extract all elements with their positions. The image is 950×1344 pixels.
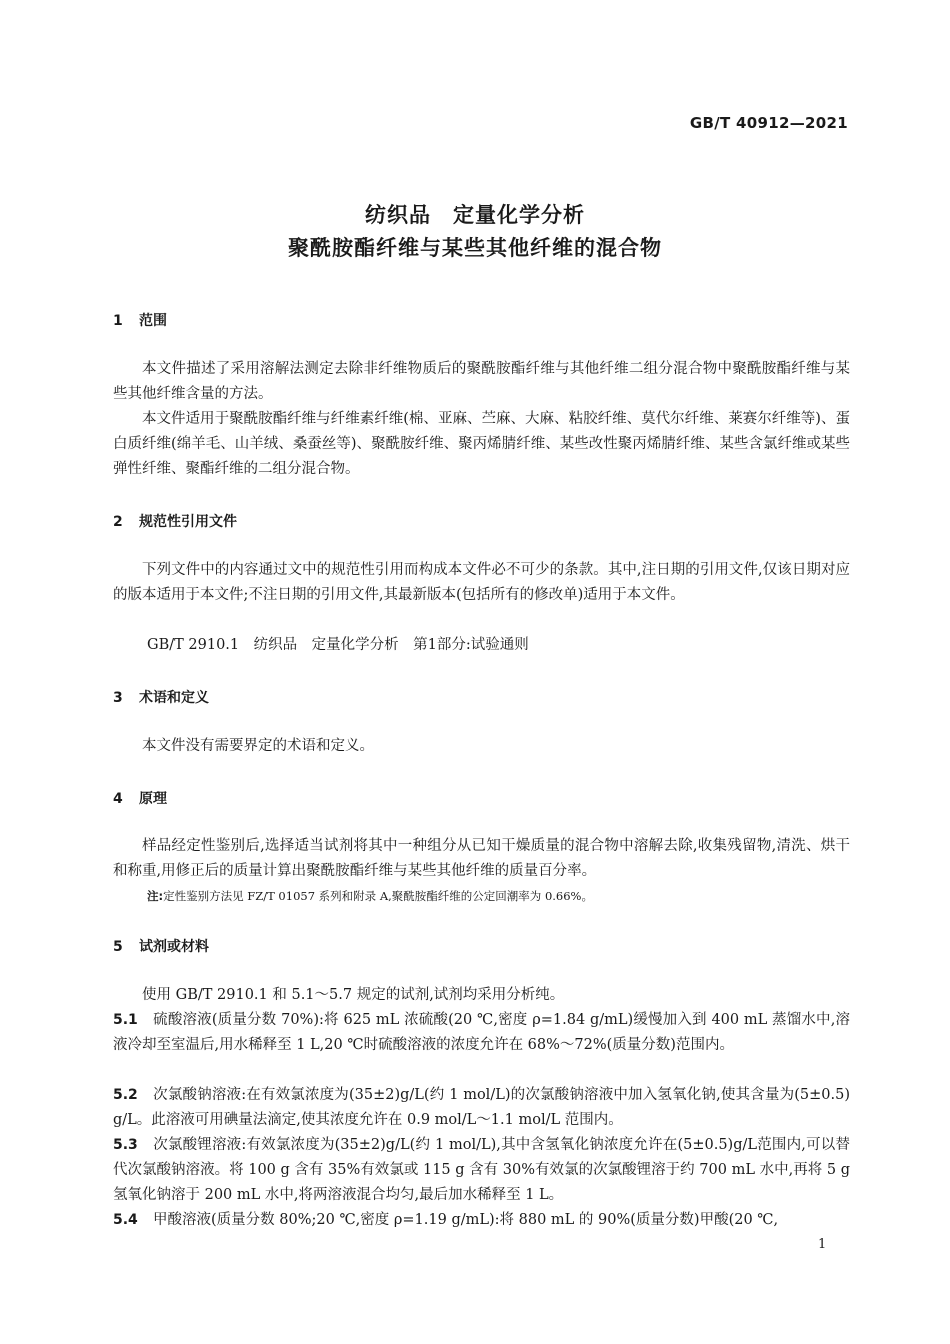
section-2-paragraph-1: 下列文件中的内容通过文中的规范性引用而构成本文件必不可少的条款。其中,注日期的引用文件,仅该日期对应的版本适用于本文件;不注日期的引用文件,其最新版本(包括所有的修改单)适用于本文件。 <box>113 562 850 603</box>
standard-code: GB/T 40912—2021 <box>689 114 848 132</box>
section-number: 5 <box>113 939 123 955</box>
section-1-heading <box>113 310 167 330</box>
document-title-line2: 聚酰胺酯纤维与某些其他纤维的混合物 <box>288 236 662 260</box>
section-4-paragraph-1: 样品经定性鉴别后,选择适当试剂将其中一种组分从已知干燥质量的混合物中溶解去除,收集残留物,清洗、烘干和称重,用修正后的质量计算出聚酰胺酯纤维与某些其他纤维的质量百分率。 <box>113 838 850 879</box>
page-number: 1 <box>818 1237 827 1252</box>
section-4-heading <box>113 788 167 808</box>
item-5-2 <box>113 1083 850 1133</box>
item-number: 5.2 <box>113 1087 138 1103</box>
section-number: 4 <box>113 791 123 807</box>
note-text: 定性鉴别方法见 FZ/T 01057 系列和附录 A,聚酰胺酯纤维的公定回潮率为 0.66%。 <box>163 889 593 903</box>
section-title: 术语和定义 <box>139 690 209 706</box>
item-5-3 <box>113 1133 850 1208</box>
section-3-paragraph-1: 本文件没有需要界定的术语和定义。 <box>142 738 374 754</box>
item-number: 5.4 <box>113 1212 138 1228</box>
normative-reference: GB/T 2910.1 纺织品 定量化学分析 第1部分:试验通则 <box>147 637 529 653</box>
item-5-4 <box>113 1208 850 1233</box>
item-text: 甲酸溶液(质量分数 80%;20 ℃,密度 ρ=1.19 g/mL):将 880 mL 的 90%(质量分数)甲酸(20 ℃, <box>153 1212 779 1228</box>
section-title: 原理 <box>139 791 167 807</box>
section-1-paragraph-2: 本文件适用于聚酰胺酯纤维与纤维素纤维(棉、亚麻、苎麻、大麻、粘胶纤维、莫代尔纤维、莱赛尔纤维等)、蛋白质纤维(绵羊毛、山羊绒、桑蚕丝等)、聚酰胺纤维、聚丙烯腈纤维、某些改性聚丙烯腈纤维、某些含氯纤维或某些弹性纤维、聚酯纤维的二组分混合物。 <box>113 411 850 477</box>
section-number: 2 <box>113 514 123 530</box>
section-5-paragraph-1: 使用 GB/T 2910.1 和 5.1～5.7 规定的试剂,试剂均采用分析纯。 <box>142 987 565 1003</box>
section-1-paragraph-1: 本文件描述了采用溶解法测定去除非纤维物质后的聚酰胺酯纤维与其他纤维二组分混合物中聚酰胺酯纤维与某些其他纤维含量的方法。 <box>113 361 850 402</box>
note-label: 注: <box>147 889 164 903</box>
section-number: 1 <box>113 313 123 329</box>
section-number: 3 <box>113 690 123 706</box>
section-3-heading <box>113 687 209 707</box>
item-number: 5.1 <box>113 1012 138 1028</box>
section-4-note <box>147 887 847 905</box>
section-title: 试剂或材料 <box>139 939 209 955</box>
item-text: 硫酸溶液(质量分数 70%):将 625 mL 浓硫酸(20 ℃,密度 ρ=1.84 g/mL)缓慢加入到 400 mL 蒸馏水中,溶液冷却至室温后,用水稀释至 1 L,20 ℃时硫酸溶液的浓度允许在 68%～72%(质量分数)范围内。 <box>113 1012 850 1053</box>
document-title-line1: 纺织品 定量化学分析 <box>365 203 585 227</box>
section-5-heading <box>113 936 209 956</box>
section-title: 范围 <box>139 313 167 329</box>
item-number: 5.3 <box>113 1137 138 1153</box>
item-text: 次氯酸钠溶液:在有效氯浓度为(35±2)g/L(约 1 mol/L)的次氯酸钠溶液中加入氢氧化钠,使其含量为(5±0.5) g/L。此溶液可用碘量法滴定,使其浓度允许在 0.9 mol/L～1.1 mol/L 范围内。 <box>113 1087 850 1128</box>
item-5-1 <box>113 1008 850 1058</box>
section-2-heading <box>113 511 237 531</box>
item-text: 次氯酸锂溶液:有效氯浓度为(35±2)g/L(约 1 mol/L),其中含氢氧化钠浓度允许在(5±0.5)g/L范围内,可以替代次氯酸钠溶液。将 100 g 含有 35%有效氯或 115 g 含有 30%有效氯的次氯酸锂溶于约 700 mL 水中,再将 5 g 氢氧化钠溶于 200 mL 水中,将两溶液混合均匀,最后加水稀释至 1 L。 <box>113 1137 850 1203</box>
section-title: 规范性引用文件 <box>139 514 237 530</box>
